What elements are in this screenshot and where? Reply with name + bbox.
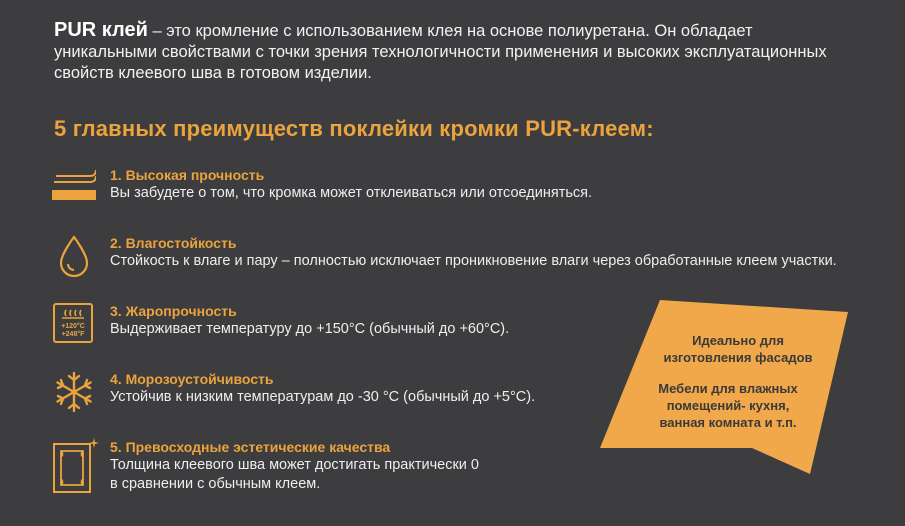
advantage-title: 2. Влагостойкость xyxy=(110,235,237,251)
water-drop-icon xyxy=(52,234,96,278)
banner-line-3: Мебели для влажных xyxy=(658,381,798,396)
intro-brand: PUR клей xyxy=(54,19,148,41)
advantage-title: 4. Морозоустойчивость xyxy=(110,371,274,387)
advantage-desc: Толщина клеевого шва может достигать практически 0 xyxy=(110,457,479,473)
advantage-desc-line2: в сравнении с обычным клеем. xyxy=(110,476,321,492)
heat-icon xyxy=(52,302,96,346)
banner-line-5: ванная комната и т.п. xyxy=(659,415,797,430)
banner-line-2: изготовления фасадов xyxy=(663,350,813,365)
edge-layers-icon xyxy=(52,166,96,210)
banner-line-1: Идеально для xyxy=(692,333,784,348)
advantage-desc: Устойчив к низким температурам до -30 °C (обычный до +5°C). xyxy=(110,389,536,405)
heat-icon-label-c: +120°C xyxy=(61,323,85,330)
intro-text: – это кромление с использованием клея на основе полиуретана. Он обладает уникальными свойствами с точки зрения технологичности применения и высоких эксплуатационных свойств клеевого шва в готовом изделии. xyxy=(54,22,827,82)
advantage-desc: Вы забудете о том, что кромка может отклеиваться или отсоединяться. xyxy=(110,185,593,201)
banner-line-4: помещений- кухня, xyxy=(666,398,790,413)
advantage-title: 1. Высокая прочность xyxy=(110,167,265,183)
section-heading: 5 главных преимуществ поклейки кромки PUR-клеем: xyxy=(54,116,654,141)
frame-sparkle-icon xyxy=(52,438,102,496)
advantage-desc: Стойкость к влаге и пару – полностью исключает проникновение влаги через обработанные клеем участки. xyxy=(110,253,837,269)
heat-icon-label-f: +248°F xyxy=(61,331,85,338)
snowflake-icon xyxy=(52,370,96,414)
facade-banner xyxy=(598,298,848,474)
advantage-desc: Выдерживает температуру до +150°C (обычный до +60°C). xyxy=(110,321,510,337)
advantage-title: 5. Превосходные эстетические качества xyxy=(110,439,391,455)
intro-paragraph xyxy=(54,20,854,84)
advantage-title: 3. Жаропрочность xyxy=(110,303,237,319)
